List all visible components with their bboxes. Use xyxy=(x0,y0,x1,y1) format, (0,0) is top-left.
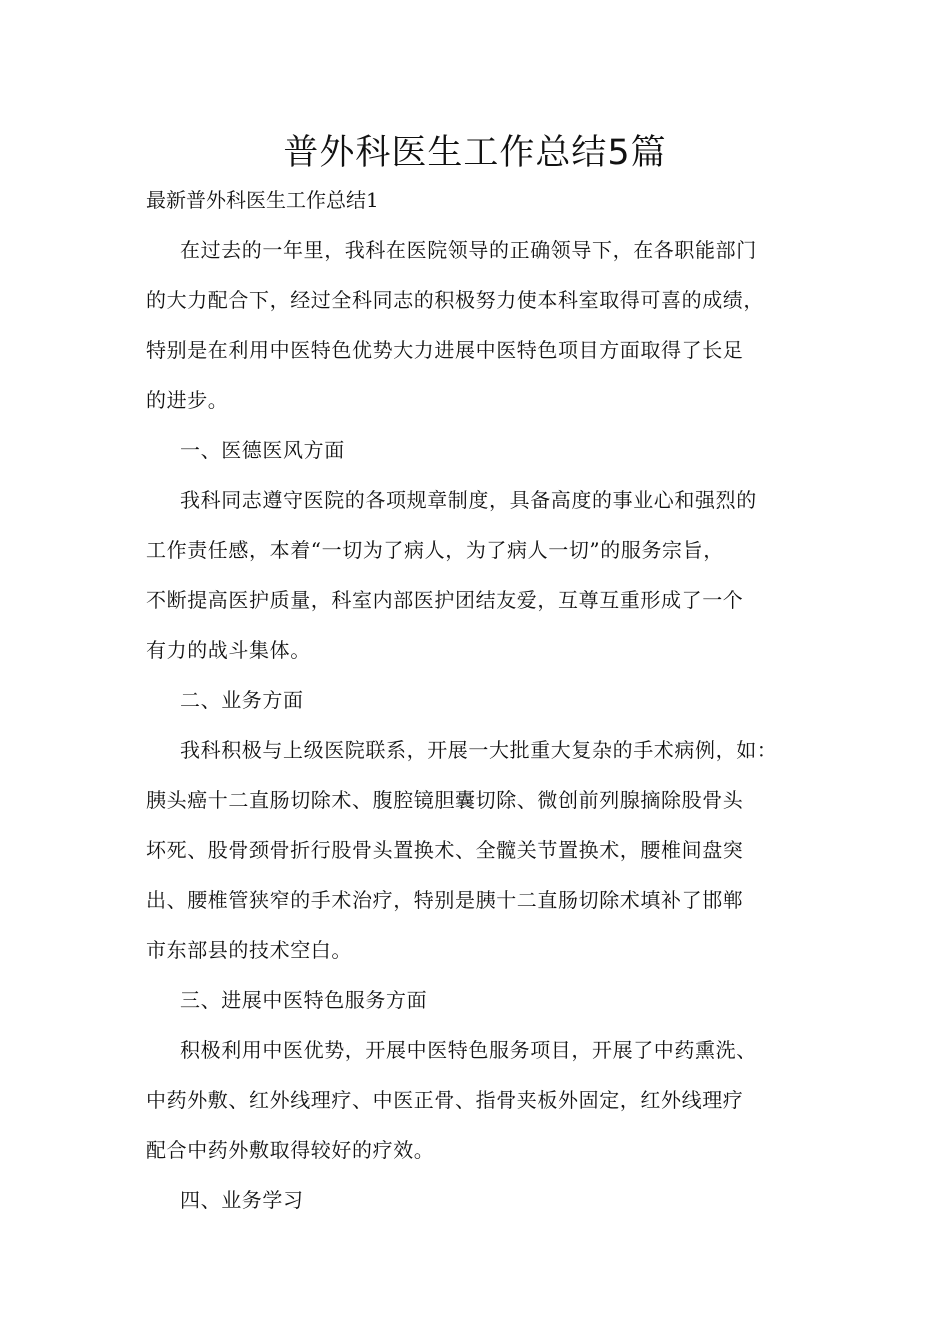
paragraph-1-line-4: 的进步。 xyxy=(146,388,229,412)
paragraph-3-line-5: 市东部县的技术空白。 xyxy=(146,938,352,962)
paragraph-4-line-1: 积极利用中医优势，开展中医特色服务项目，开展了中药熏洗、 xyxy=(180,1038,757,1062)
paragraph-2-line-1: 我科同志遵守医院的各项规章制度，具备高度的事业心和强烈的 xyxy=(180,488,757,512)
section-heading-2: 二、业务方面 xyxy=(180,688,304,712)
paragraph-1-line-1: 在过去的一年里，我科在医院领导的正确领导下，在各职能部门 xyxy=(180,238,757,262)
document-subtitle: 最新普外科医生工作总结1 xyxy=(146,188,379,212)
section-heading-1: 一、医德医风方面 xyxy=(180,438,345,462)
paragraph-3-line-1: 我科积极与上级医院联系，开展一大批重大复杂的手术病例，如： xyxy=(180,738,778,762)
paragraph-4-line-2: 中药外敷、红外线理疗、中医正骨、指骨夹板外固定，红外线理疗 xyxy=(146,1088,744,1112)
paragraph-3-line-4: 出、腰椎管狭窄的手术治疗，特别是胰十二直肠切除术填补了邯郸 xyxy=(146,888,744,912)
paragraph-3-line-3: 坏死、股骨颈骨折行股骨头置换术、全髋关节置换术，腰椎间盘突 xyxy=(146,838,744,862)
section-heading-4: 四、业务学习 xyxy=(180,1188,304,1212)
paragraph-2-line-3: 不断提高医护质量，科室内部医护团结友爱，互尊互重形成了一个 xyxy=(146,588,744,612)
paragraph-1-line-2: 的大力配合下，经过全科同志的积极努力使本科室取得可喜的成绩， xyxy=(146,288,764,312)
document-title: 普外科医生工作总结5篇 xyxy=(283,133,667,173)
paragraph-4-line-3: 配合中药外敷取得较好的疗效。 xyxy=(146,1138,435,1162)
paragraph-2-line-2: 工作责任感，本着“一切为了病人，为了病人一切”的服务宗旨， xyxy=(146,538,724,562)
paragraph-2-line-4: 有力的战斗集体。 xyxy=(146,638,311,662)
section-heading-3: 三、进展中医特色服务方面 xyxy=(180,988,428,1012)
paragraph-3-line-2: 胰头癌十二直肠切除术、腹腔镜胆囊切除、微创前列腺摘除股骨头 xyxy=(146,788,744,812)
paragraph-1-line-3: 特别是在利用中医特色优势大力进展中医特色项目方面取得了长足 xyxy=(146,338,744,362)
